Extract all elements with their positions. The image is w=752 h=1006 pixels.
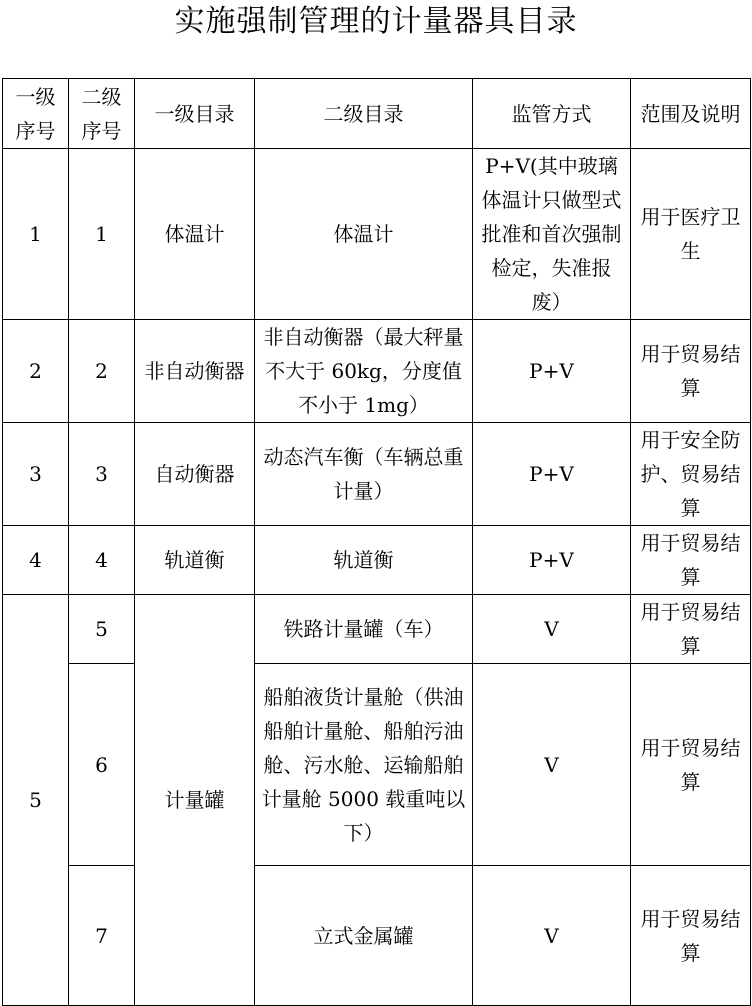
level1-catalog-cell: 体温计 xyxy=(135,149,255,320)
level2-no-cell: 5 xyxy=(69,595,135,664)
header-level2-no: 二级序号 xyxy=(69,79,135,149)
level2-no-cell: 7 xyxy=(69,866,135,1006)
level2-catalog-cell: 体温计 xyxy=(255,149,473,320)
level1-catalog-cell: 自动衡器 xyxy=(135,423,255,526)
table-row xyxy=(3,320,751,423)
level1-no-cell: 4 xyxy=(3,526,69,595)
table-row xyxy=(3,595,751,664)
table-row xyxy=(3,866,751,1006)
level1-catalog-cell: 轨道衡 xyxy=(135,526,255,595)
level1-no-cell: 2 xyxy=(3,320,69,423)
level2-no-cell: 3 xyxy=(69,423,135,526)
scope-cell: 用于贸易结算 xyxy=(631,664,751,866)
level2-catalog-cell: 铁路计量罐（车） xyxy=(255,595,473,664)
level2-catalog-cell: 立式金属罐 xyxy=(255,866,473,1006)
table-row xyxy=(3,149,751,320)
supervision-cell: P+V xyxy=(473,526,631,595)
scope-cell: 用于贸易结算 xyxy=(631,526,751,595)
table-row xyxy=(3,526,751,595)
level2-no-cell: 6 xyxy=(69,664,135,866)
table-header-row xyxy=(3,79,751,149)
supervision-cell: P+V(其中玻璃体温计只做型式批准和首次强制检定，失准报废） xyxy=(473,149,631,320)
header-level1-catalog: 一级目录 xyxy=(135,79,255,149)
table-row xyxy=(3,664,751,866)
level1-catalog-cell: 非自动衡器 xyxy=(135,320,255,423)
level1-no-cell: 5 xyxy=(3,595,69,1006)
level2-no-cell: 1 xyxy=(69,149,135,320)
level1-catalog-cell: 计量罐 xyxy=(135,595,255,1006)
header-supervision: 监管方式 xyxy=(473,79,631,149)
scope-cell: 用于贸易结算 xyxy=(631,595,751,664)
scope-cell: 用于贸易结算 xyxy=(631,320,751,423)
supervision-cell: P+V xyxy=(473,423,631,526)
supervision-cell: P+V xyxy=(473,320,631,423)
catalog-table xyxy=(2,78,751,1006)
supervision-cell: V xyxy=(473,595,631,664)
header-scope: 范围及说明 xyxy=(631,79,751,149)
level2-no-cell: 2 xyxy=(69,320,135,423)
level1-no-cell: 3 xyxy=(3,423,69,526)
scope-cell: 用于安全防护、贸易结算 xyxy=(631,423,751,526)
supervision-cell: V xyxy=(473,664,631,866)
level1-no-cell: 1 xyxy=(3,149,69,320)
level2-catalog-cell: 动态汽车衡（车辆总重计量） xyxy=(255,423,473,526)
level2-catalog-cell: 船舶液货计量舱（供油船舶计量舱、船舶污油舱、污水舱、运输船舶计量舱 5000 载重吨以下） xyxy=(255,664,473,866)
table-row xyxy=(3,423,751,526)
scope-cell: 用于医疗卫生 xyxy=(631,149,751,320)
level2-catalog-cell: 非自动衡器（最大秤量不大于 60kg，分度值不小于 1mg） xyxy=(255,320,473,423)
supervision-cell: V xyxy=(473,866,631,1006)
page-title: 实施强制管理的计量器具目录 xyxy=(174,4,578,39)
level2-catalog-cell: 轨道衡 xyxy=(255,526,473,595)
scope-cell: 用于贸易结算 xyxy=(631,866,751,1006)
header-level2-catalog: 二级目录 xyxy=(255,79,473,149)
header-level1-no: 一级序号 xyxy=(3,79,69,149)
level2-no-cell: 4 xyxy=(69,526,135,595)
